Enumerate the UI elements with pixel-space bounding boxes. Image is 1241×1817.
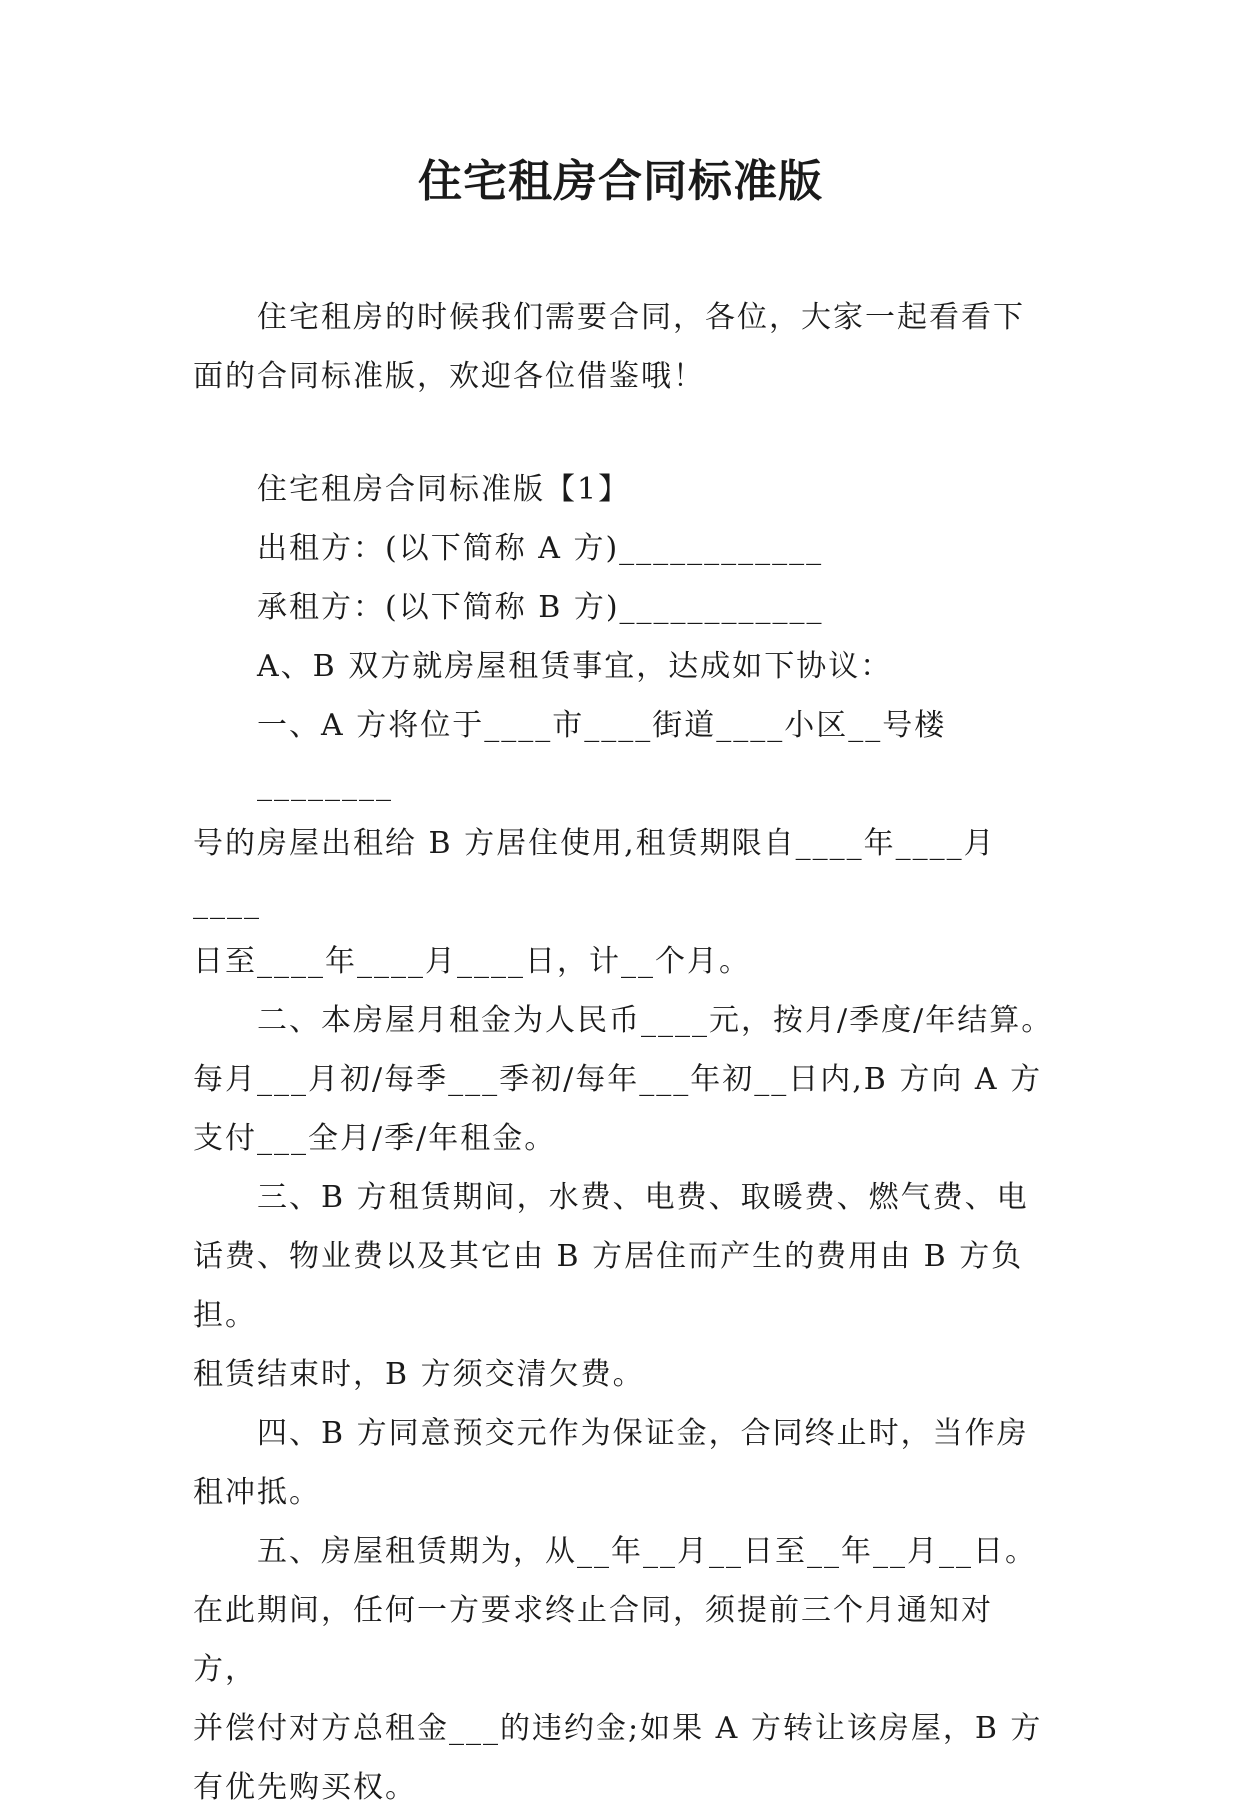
clause-2-line-1: 二、本房屋月租金为人民币____元，按月/季度/年结算。 <box>257 1003 1054 1038</box>
clause-5-line-4: 有优先购买权。 <box>193 1770 417 1805</box>
clause-5-line-3: 并偿付对方总租金___的违约金;如果 A 方转让该房屋，B 方 <box>193 1711 1043 1746</box>
clause-3-line-1: 三、B 方租赁期间，水费、电费、取暖费、燃气费、电 <box>257 1180 1029 1215</box>
clause-1-line-3: 日至____年____月____日，计__个月。 <box>193 944 751 979</box>
clause-4-line-1: 四、B 方同意预交元作为保证金，合同终止时，当作房 <box>257 1416 1029 1451</box>
document-title: 住宅租房合同标准版 <box>418 156 823 207</box>
clause-2-line-3: 支付___全月/季/年租金。 <box>193 1121 557 1156</box>
contract-heading: 住宅租房合同标准版【1】 <box>257 472 631 507</box>
clause-2-line-2: 每月___月初/每季___季初/每年___年初__日内,B 方向 A 方 <box>193 1062 1043 1097</box>
intro-paragraph <box>193 288 1055 406</box>
intro-line-1: 住宅租房的时候我们需要合同，各位，大家一起看看下 <box>257 300 1025 335</box>
clause-5-line-1: 五、房屋租赁期为，从__年__月__日至__年__月__日。 <box>257 1534 1037 1569</box>
lessee-line: 承租方：(以下简称 B 方)____________ <box>257 590 824 625</box>
clause-1-line-2: 号的房屋出租给 B 方居住使用,租赁期限自____年____月____ <box>193 826 996 920</box>
lessor-line: 出租方：(以下简称 A 方)____________ <box>257 531 824 566</box>
clause-3-line-3: 租赁结束时，B 方须交清欠费。 <box>193 1357 645 1392</box>
clause-3-line-2: 话费、物业费以及其它由 B 方居住而产生的费用由 B 方负担。 <box>193 1239 1024 1333</box>
clause-1-line-1: 一、A 方将位于____市____街道____小区__号楼________ <box>257 708 947 802</box>
clause-5-line-2: 在此期间，任何一方要求终止合同，须提前三个月通知对方， <box>193 1593 993 1687</box>
clause-4-line-2: 租冲抵。 <box>193 1475 321 1510</box>
intro-line-2: 面的合同标准版，欢迎各位借鉴哦！ <box>193 359 705 394</box>
contract-body <box>193 460 1055 1817</box>
agreement-intro: A、B 双方就房屋租赁事宜，达成如下协议： <box>257 649 893 684</box>
